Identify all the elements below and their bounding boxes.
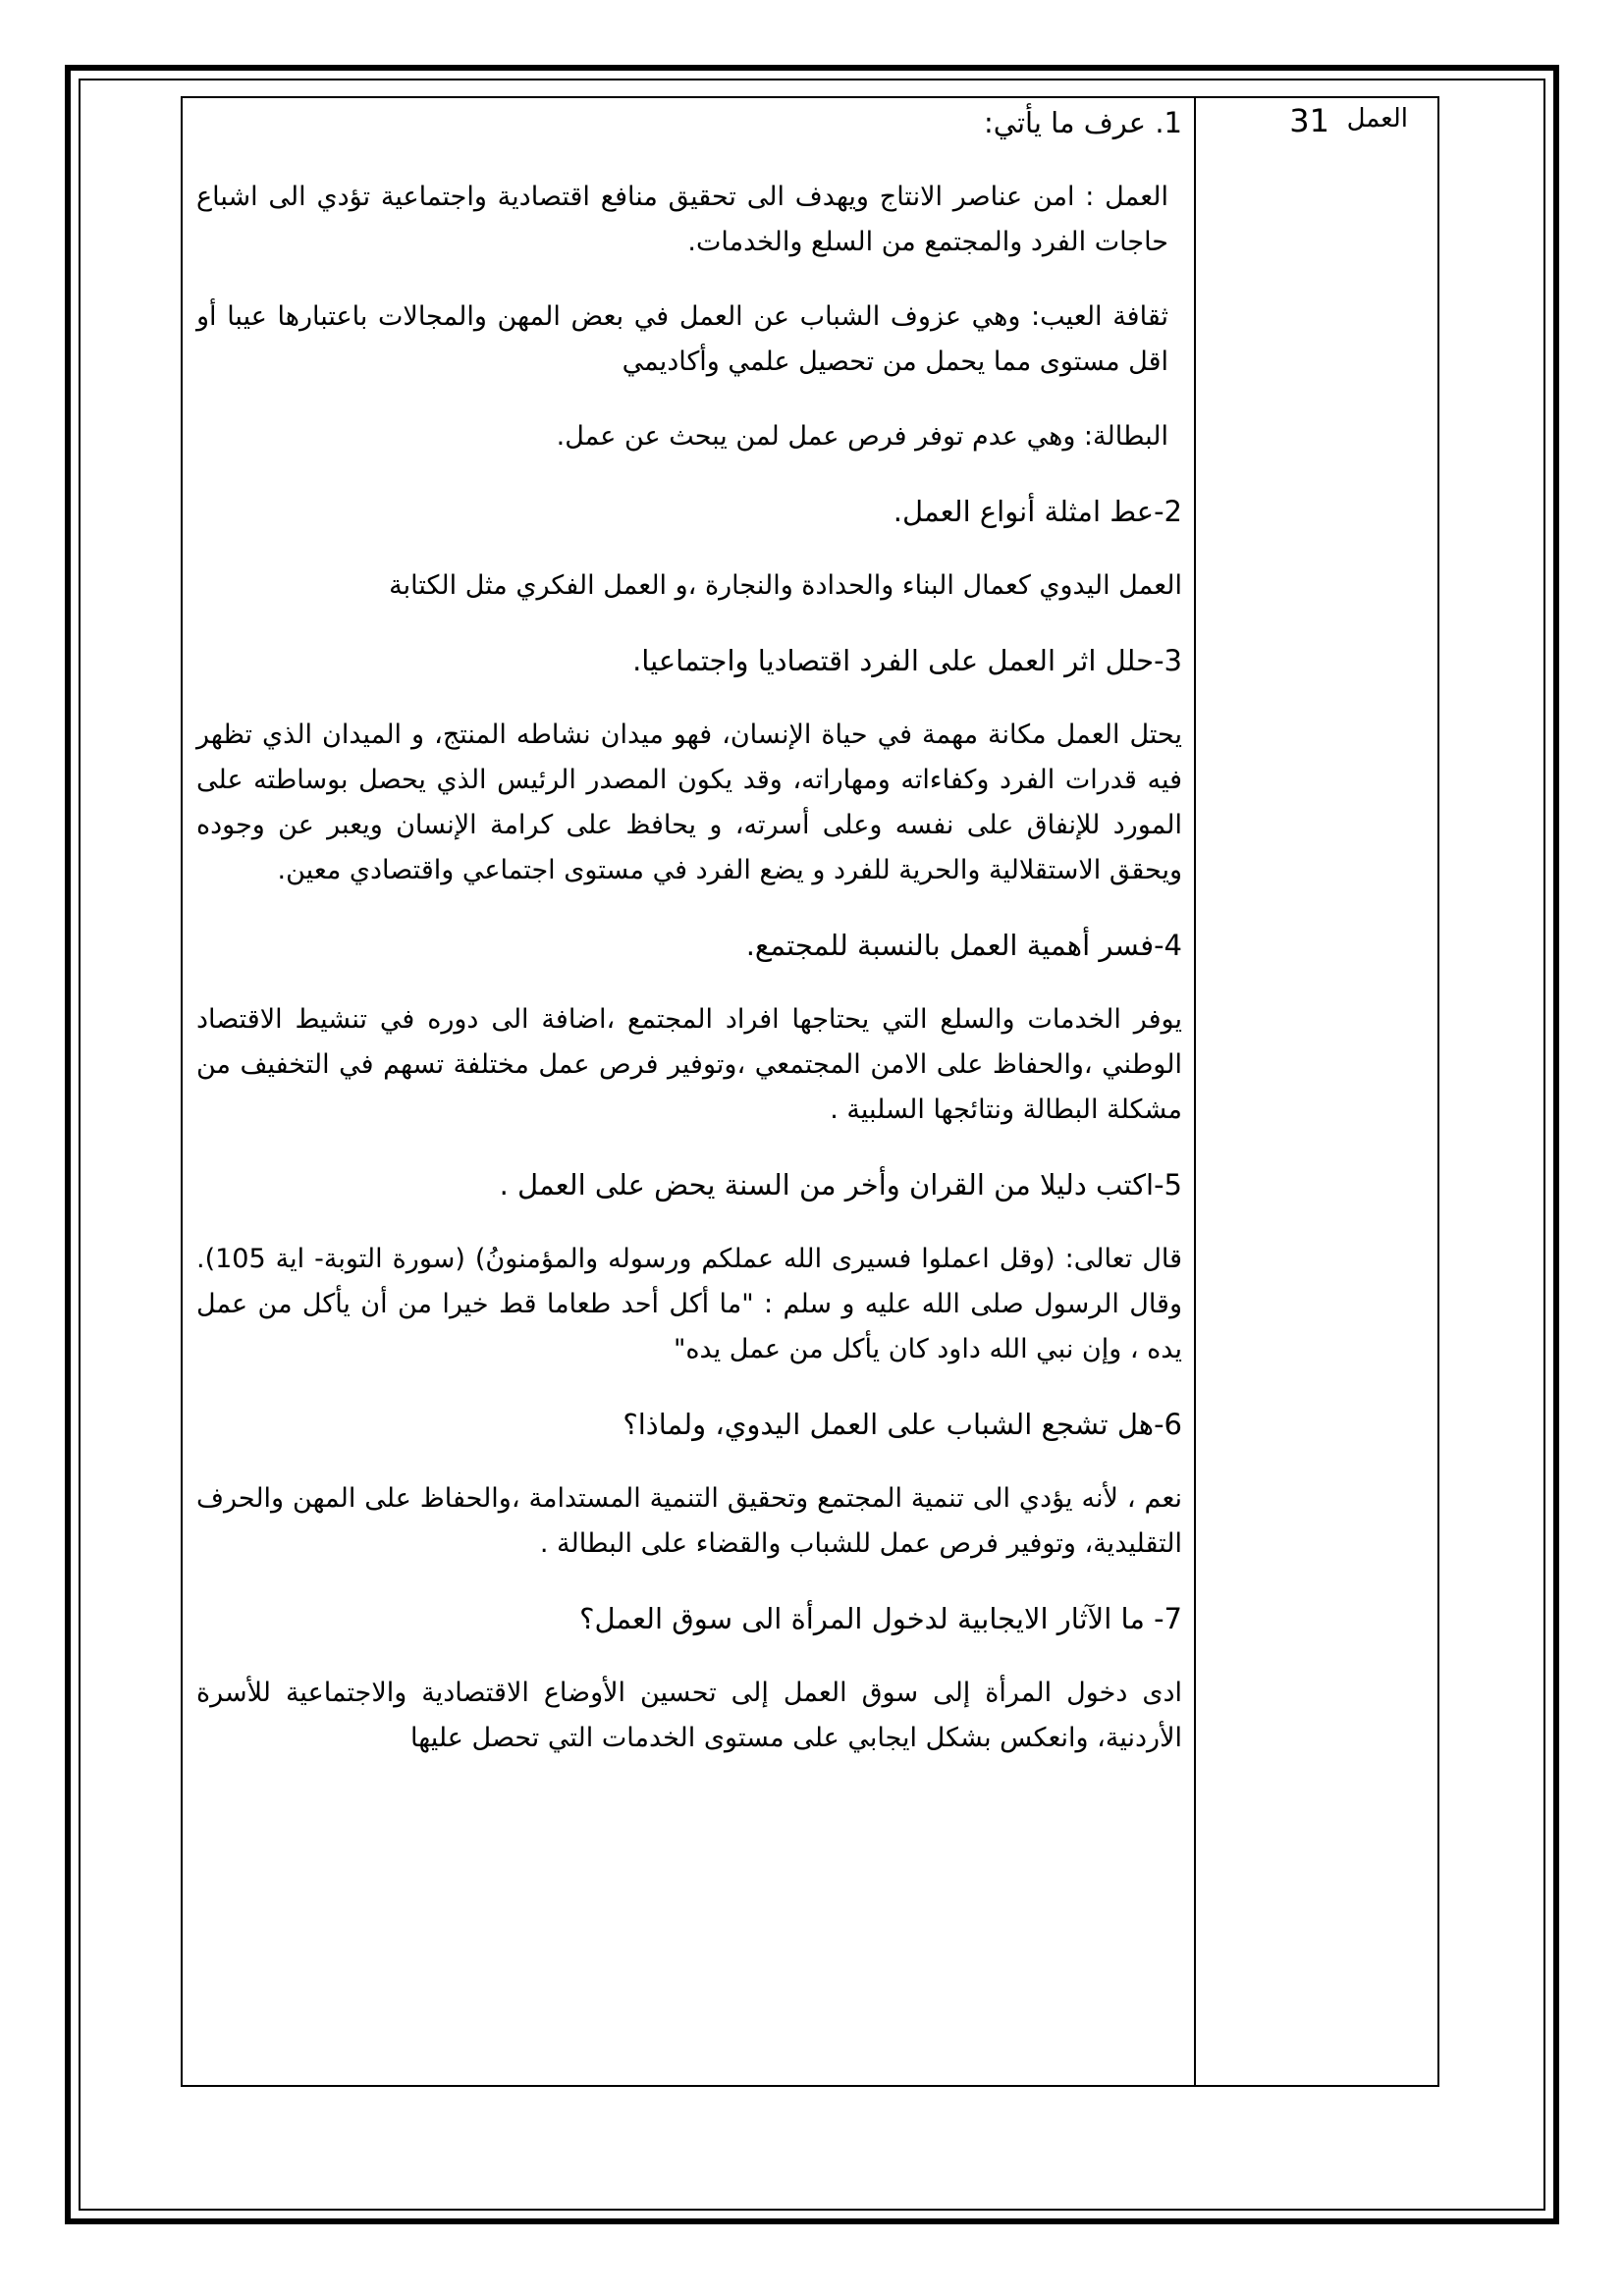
answer-2: العمل اليدوي كعمال البناء والحدادة والنجارة ،و العمل الفكري مثل الكتابة (389, 570, 1182, 601)
answer-6: نعم ، لأنه يؤدي الى تنمية المجتمع وتحقيق التنمية المستدامة ،والحفاظ على المهن والحرف التقليدية، وتوفير فرص عمل للشباب والقضاء على البطالة . (196, 1483, 1182, 1559)
question-3: 3-حلل اثر العمل على الفرد اقتصاديا واجتماعيا. (632, 644, 1182, 677)
answer-7: ادى دخول المرأة إلى سوق العمل إلى تحسين الأوضاع الاقتصادية والاجتماعية للأسرة الأردنية، وانعكس بشكل ايجابي على مستوى الخدمات التي تحصل عليها (196, 1678, 1182, 1753)
lesson-number: 31 (1289, 102, 1329, 139)
question-4: 4-فسر أهمية العمل بالنسبة للمجتمع. (745, 929, 1182, 962)
question-6: 6-هل تشجع الشباب على العمل اليدوي، ولماذا؟ (623, 1408, 1182, 1441)
question-7: 7- ما الآثار الايجابية لدخول المرأة الى سوق العمل؟ (579, 1602, 1182, 1635)
question-5: 5-اكتب دليلا من القران وأخر من السنة يحض على العمل . (499, 1168, 1182, 1201)
lesson-title: العمل (1346, 104, 1408, 133)
answer-3: يحتل العمل مكانة مهمة في حياة الإنسان، فهو ميدان نشاطه المنتج، و الميدان الذي تظهر فيه قدرات الفرد وكفاءاته ومهاراته، وقد يكون المصدر الرئيس الذي يحصل بوساطته على المورد للإنفاق على نفسه وعلى أسرته، و يحافظ على كرامة الإنسان ويعبر عن وجوده ويحقق الاستقلالية والحرية للفرد و يضع الفرد في مستوى اجتماعي واقتصادي معين. (196, 720, 1182, 885)
answers-column (196, 100, 1182, 1790)
definition-culture-of-shame: ثقافة العيب: وهي عزوف الشباب عن العمل في بعض المهن والمجالات باعتبارها عيبا أو اقل مستوى مما يحمل من تحصيل علمي وأكاديمي (196, 301, 1168, 377)
definition-unemployment: البطالة: وهي عدم توفر فرص عمل لمن يبحث عن عمل. (556, 421, 1168, 452)
question-1: 1. عرف ما يأتي: (984, 106, 1182, 139)
answer-5: قال تعالى: (وقل اعملوا فسيرى الله عملكم ورسوله والمؤمنونُ) (سورة التوبة- اية 105). وقال الرسول صلى الله عليه و سلم : "ما أكل أحد طعاما قط خيرا من أن يأكل من عمل يده ، وإن نبي الله داود كان يأكل من عمل يده" (196, 1244, 1182, 1364)
definition-work: العمل : امن عناصر الانتاج ويهدف الى تحقيق منافع اقتصادية واجتماعية تؤدي الى اشباع حاجات الفرد والمجتمع من السلع والخدمات. (196, 182, 1168, 257)
question-2: 2-عط امثلة أنواع العمل. (893, 495, 1182, 528)
column-divider (1194, 96, 1196, 2087)
answer-4: يوفر الخدمات والسلع التي يحتاجها افراد المجتمع ،اضافة الى دوره في تنشيط الاقتصاد الوطني ،والحفاظ على الامن المجتمعي ،وتوفير فرص عمل مختلفة تسهم في التخفيف من مشكلة البطالة ونتائجها السلبية . (196, 1004, 1182, 1125)
lesson-header-cell (1196, 98, 1437, 157)
